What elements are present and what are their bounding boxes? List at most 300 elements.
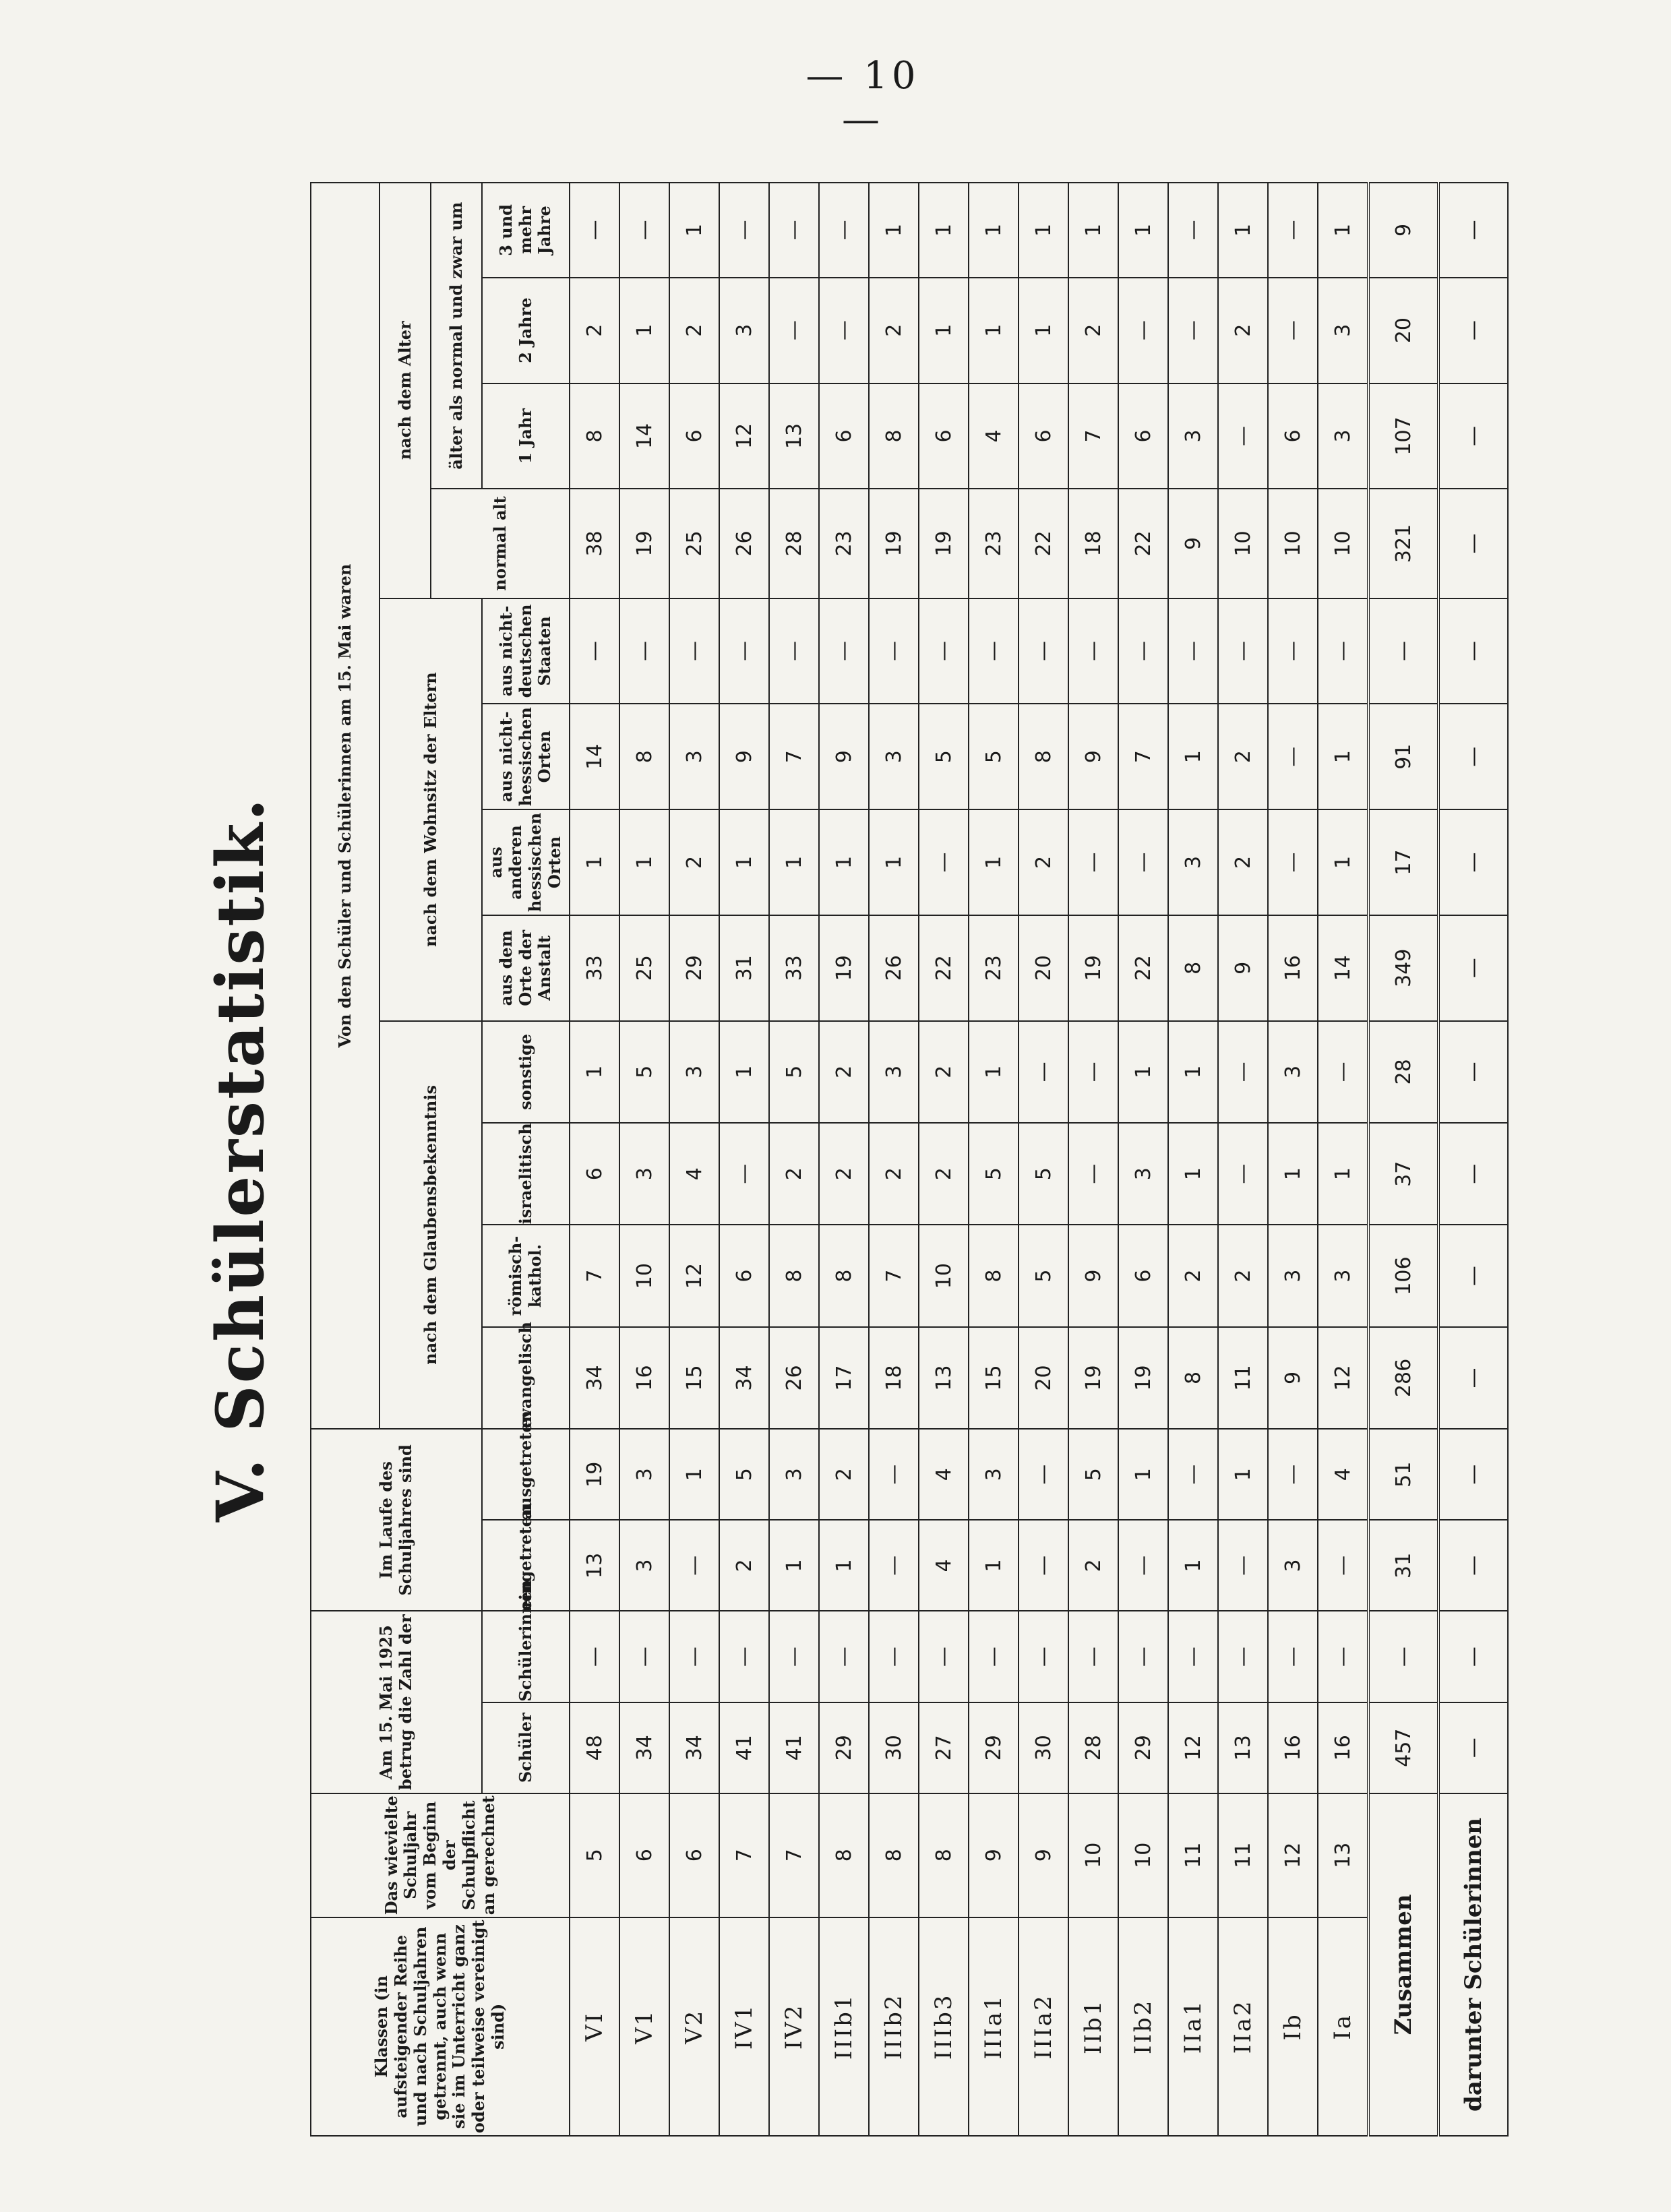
- cell-ev: 19: [1068, 1327, 1118, 1429]
- cell-schuljahr: 9: [1019, 1793, 1068, 1917]
- cell-kath: 8: [769, 1225, 819, 1326]
- cell-j3: —: [819, 183, 869, 278]
- cell-schuelerinnen: —: [1218, 1611, 1268, 1702]
- cell-j3: —: [1268, 183, 1318, 278]
- cell-aus: 2: [819, 1429, 869, 1520]
- cell-isr: —: [719, 1123, 769, 1225]
- cell-hess: 1: [869, 809, 919, 915]
- cell-schuelerinnen: —: [1019, 1611, 1068, 1702]
- cell-ev: 9: [1268, 1327, 1318, 1429]
- cell-j3: —: [570, 183, 619, 278]
- cell-ndeut: —: [719, 598, 769, 704]
- cell-schuljahr: 9: [969, 1793, 1019, 1917]
- cell-kath: 6: [1118, 1225, 1168, 1326]
- cell-ndeut: —: [1318, 598, 1368, 704]
- cell-schueler: 29: [819, 1702, 869, 1793]
- cell-nhess: 7: [1118, 704, 1168, 809]
- table-totals: [1368, 183, 1508, 2136]
- cell-klasse: IIa1: [1168, 1917, 1218, 2136]
- cell-ein: 3: [619, 1520, 669, 1611]
- cell-j3: —: [719, 183, 769, 278]
- cell-isr: 1: [1168, 1123, 1218, 1225]
- cell-isr: 2: [819, 1123, 869, 1225]
- cell-j1: 6: [1118, 383, 1168, 489]
- cell-schuelerinnen: —: [1268, 1611, 1318, 1702]
- cell-ndeut: —: [619, 598, 669, 704]
- cell-total-nhess: —: [1438, 704, 1508, 809]
- cell-ort: 22: [1118, 915, 1168, 1021]
- header-klassen: Klassen (in aufsteigender Reihe und nach Schuljahren getrennt, auch wenn sie im Unterricht ganz oder teilweise vereinigt sind): [311, 1917, 570, 2136]
- cell-ev: 11: [1218, 1327, 1268, 1429]
- cell-ev: 26: [769, 1327, 819, 1429]
- cell-kath: 3: [1318, 1225, 1368, 1326]
- table-row: [919, 183, 969, 2136]
- header-2-jahre: 2 Jahre: [482, 278, 570, 383]
- cell-aus: 19: [570, 1429, 619, 1520]
- cell-ev: 16: [619, 1327, 669, 1429]
- cell-j2: 1: [969, 278, 1019, 383]
- cell-ort: 22: [919, 915, 969, 1021]
- cell-j1: 4: [969, 383, 1019, 489]
- cell-total-j1: 107: [1368, 383, 1438, 489]
- cell-sonst: —: [1218, 1021, 1268, 1123]
- cell-sonst: —: [1068, 1021, 1118, 1123]
- header-hessisch: aus anderen hessischen Orten: [482, 809, 570, 915]
- cell-ndeut: —: [1168, 598, 1218, 704]
- cell-normal: 18: [1068, 489, 1118, 598]
- cell-nhess: 9: [1068, 704, 1118, 809]
- header-katholisch: römisch-kathol.: [482, 1225, 570, 1326]
- cell-schuljahr: 13: [1318, 1793, 1368, 1917]
- cell-kath: 7: [869, 1225, 919, 1326]
- cell-sonst: 3: [869, 1021, 919, 1123]
- header-ort: aus dem Orte der Anstalt: [482, 915, 570, 1021]
- header-ausgetreten: ausgetreten: [482, 1429, 570, 1520]
- cell-hess: 1: [1318, 809, 1368, 915]
- cell-normal: 10: [1218, 489, 1268, 598]
- cell-aus: 1: [1218, 1429, 1268, 1520]
- cell-ein: 1: [969, 1520, 1019, 1611]
- cell-total-ein: 31: [1368, 1520, 1438, 1611]
- header-1-jahr: 1 Jahr: [482, 383, 570, 489]
- cell-j3: 1: [1068, 183, 1118, 278]
- cell-sonst: 5: [619, 1021, 669, 1123]
- cell-sonst: 1: [719, 1021, 769, 1123]
- cell-schueler: 12: [1168, 1702, 1218, 1793]
- cell-j1: 3: [1168, 383, 1218, 489]
- cell-j2: —: [769, 278, 819, 383]
- cell-kath: 7: [570, 1225, 619, 1326]
- header-glauben-group: nach dem Glaubensbekenntnis: [379, 1021, 482, 1430]
- cell-kath: 8: [969, 1225, 1019, 1326]
- cell-j2: 3: [1318, 278, 1368, 383]
- cell-normal: 38: [570, 489, 619, 598]
- header-3-jahre: 3 und mehr Jahre: [482, 183, 570, 278]
- cell-total-j3: —: [1438, 183, 1508, 278]
- cell-nhess: 7: [769, 704, 819, 809]
- cell-klasse: V1: [619, 1917, 669, 2136]
- cell-total-j2: —: [1438, 278, 1508, 383]
- table-body: [570, 183, 1368, 2136]
- cell-total-j3: 9: [1368, 183, 1438, 278]
- cell-normal: 19: [869, 489, 919, 598]
- cell-sonst: 1: [969, 1021, 1019, 1123]
- cell-nhess: 3: [869, 704, 919, 809]
- cell-j2: —: [1168, 278, 1218, 383]
- cell-total-ev: —: [1438, 1327, 1508, 1429]
- cell-j2: —: [819, 278, 869, 383]
- cell-nhess: —: [1268, 704, 1318, 809]
- cell-ort: 25: [619, 915, 669, 1021]
- cell-kath: 2: [1168, 1225, 1218, 1326]
- cell-schuelerinnen: —: [969, 1611, 1019, 1702]
- cell-nhess: 9: [819, 704, 869, 809]
- cell-normal: 19: [619, 489, 669, 598]
- cell-aus: —: [1019, 1429, 1068, 1520]
- cell-ev: 13: [919, 1327, 969, 1429]
- cell-schuelerinnen: —: [619, 1611, 669, 1702]
- cell-aus: 1: [1118, 1429, 1168, 1520]
- cell-nhess: 5: [919, 704, 969, 809]
- cell-isr: —: [1068, 1123, 1118, 1225]
- header-sonstige: sonstige: [482, 1021, 570, 1123]
- cell-ein: 1: [819, 1520, 869, 1611]
- table-row: [669, 183, 719, 2136]
- cell-j1: 3: [1318, 383, 1368, 489]
- cell-j3: 1: [1118, 183, 1168, 278]
- cell-j2: 2: [1068, 278, 1118, 383]
- cell-ndeut: —: [669, 598, 719, 704]
- cell-schueler: 30: [1019, 1702, 1068, 1793]
- cell-hess: 2: [669, 809, 719, 915]
- cell-ndeut: —: [769, 598, 819, 704]
- cell-hess: 3: [1168, 809, 1218, 915]
- cell-ein: 1: [1168, 1520, 1218, 1611]
- cell-sonst: 1: [570, 1021, 619, 1123]
- cell-ev: 34: [719, 1327, 769, 1429]
- cell-hess: —: [1068, 809, 1118, 915]
- cell-j2: 1: [919, 278, 969, 383]
- cell-ndeut: —: [1268, 598, 1318, 704]
- cell-j3: 1: [669, 183, 719, 278]
- cell-ein: —: [1218, 1520, 1268, 1611]
- cell-total-sonst: 28: [1368, 1021, 1438, 1123]
- cell-nhess: 3: [669, 704, 719, 809]
- cell-schueler: 29: [1118, 1702, 1168, 1793]
- cell-normal: 22: [1019, 489, 1068, 598]
- header-zahl-group: Am 15. Mai 1925 betrug die Zahl der: [311, 1611, 482, 1793]
- cell-kath: 10: [619, 1225, 669, 1326]
- cell-ort: 33: [769, 915, 819, 1021]
- cell-j2: 2: [570, 278, 619, 383]
- cell-ort: 33: [570, 915, 619, 1021]
- cell-schuljahr: 7: [769, 1793, 819, 1917]
- cell-klasse: V2: [669, 1917, 719, 2136]
- cell-sonst: 2: [919, 1021, 969, 1123]
- header-evangelisch: evangelisch: [482, 1327, 570, 1429]
- cell-aus: 3: [969, 1429, 1019, 1520]
- cell-klasse: IIIa2: [1019, 1917, 1068, 2136]
- cell-isr: 2: [919, 1123, 969, 1225]
- cell-j3: 1: [969, 183, 1019, 278]
- cell-j1: 6: [1268, 383, 1318, 489]
- cell-isr: 5: [1019, 1123, 1068, 1225]
- cell-normal: 10: [1318, 489, 1368, 598]
- cell-ein: 13: [570, 1520, 619, 1611]
- cell-j1: 13: [769, 383, 819, 489]
- cell-total-schueler: —: [1438, 1702, 1508, 1793]
- cell-j3: —: [769, 183, 819, 278]
- cell-j1: 8: [570, 383, 619, 489]
- cell-ev: 15: [669, 1327, 719, 1429]
- cell-total-hess: —: [1438, 809, 1508, 915]
- table-row: [1168, 183, 1218, 2136]
- cell-total-aus: —: [1438, 1429, 1508, 1520]
- cell-ort: 29: [669, 915, 719, 1021]
- cell-isr: 3: [619, 1123, 669, 1225]
- cell-schuljahr: 11: [1218, 1793, 1268, 1917]
- cell-aus: —: [869, 1429, 919, 1520]
- cell-total-ndeut: —: [1368, 598, 1438, 704]
- header-normal: normal alt: [431, 489, 570, 598]
- cell-j2: 2: [669, 278, 719, 383]
- cell-total-kath: —: [1438, 1225, 1508, 1326]
- table-row: [869, 183, 919, 2136]
- total-row: [1438, 183, 1508, 2136]
- cell-ev: 17: [819, 1327, 869, 1429]
- cell-ort: 20: [1019, 915, 1068, 1021]
- cell-sonst: —: [1019, 1021, 1068, 1123]
- cell-isr: —: [1218, 1123, 1268, 1225]
- cell-total-j1: —: [1438, 383, 1508, 489]
- cell-isr: 1: [1268, 1123, 1318, 1225]
- cell-schueler: 29: [969, 1702, 1019, 1793]
- cell-schuljahr: 11: [1168, 1793, 1218, 1917]
- cell-schuelerinnen: —: [1318, 1611, 1368, 1702]
- cell-schuelerinnen: —: [719, 1611, 769, 1702]
- cell-ndeut: —: [819, 598, 869, 704]
- cell-j3: 1: [869, 183, 919, 278]
- cell-schuljahr: 7: [719, 1793, 769, 1917]
- header-alter-group: nach dem Alter: [379, 183, 431, 598]
- cell-j2: 2: [869, 278, 919, 383]
- table-row: [1068, 183, 1118, 2136]
- cell-schuelerinnen: —: [1068, 1611, 1118, 1702]
- cell-ein: —: [669, 1520, 719, 1611]
- cell-ort: 26: [869, 915, 919, 1021]
- cell-j3: 1: [1218, 183, 1268, 278]
- cell-aus: 3: [619, 1429, 669, 1520]
- cell-ndeut: —: [919, 598, 969, 704]
- cell-ort: 16: [1268, 915, 1318, 1021]
- cell-j1: 8: [869, 383, 919, 489]
- cell-ev: 20: [1019, 1327, 1068, 1429]
- cell-ort: 8: [1168, 915, 1218, 1021]
- cell-klasse: IIb1: [1068, 1917, 1118, 2136]
- header-aelter-group: älter als normal und zwar um: [431, 183, 482, 489]
- header-super: Von den Schüler und Schülerinnen am 15. Mai waren: [311, 183, 379, 1429]
- cell-klasse: IIIb3: [919, 1917, 969, 2136]
- cell-klasse: Ib: [1268, 1917, 1318, 2136]
- cell-isr: 4: [669, 1123, 719, 1225]
- cell-ev: 8: [1168, 1327, 1218, 1429]
- table-header: [311, 183, 570, 2136]
- cell-schuljahr: 10: [1068, 1793, 1118, 1917]
- table-row: [719, 183, 769, 2136]
- cell-ev: 19: [1118, 1327, 1168, 1429]
- cell-total-aus: 51: [1368, 1429, 1438, 1520]
- cell-ndeut: —: [969, 598, 1019, 704]
- cell-kath: 12: [669, 1225, 719, 1326]
- cell-ort: 14: [1318, 915, 1368, 1021]
- table-row: [1118, 183, 1168, 2136]
- cell-hess: 2: [1019, 809, 1068, 915]
- cell-total-ndeut: —: [1438, 598, 1508, 704]
- cell-normal: 23: [819, 489, 869, 598]
- cell-total-ort: —: [1438, 915, 1508, 1021]
- cell-schuljahr: 12: [1268, 1793, 1318, 1917]
- cell-j1: 6: [1019, 383, 1068, 489]
- cell-sonst: 3: [669, 1021, 719, 1123]
- total-row: [1368, 183, 1438, 2136]
- cell-schuljahr: 6: [619, 1793, 669, 1917]
- cell-ein: —: [1318, 1520, 1368, 1611]
- cell-schuelerinnen: —: [769, 1611, 819, 1702]
- cell-isr: 2: [769, 1123, 819, 1225]
- cell-normal: 19: [919, 489, 969, 598]
- cell-normal: 23: [969, 489, 1019, 598]
- cell-sonst: 3: [1268, 1021, 1318, 1123]
- table-row: [1019, 183, 1068, 2136]
- header-nichtdeutsch: aus nicht-deutschen Staaten: [482, 598, 570, 704]
- cell-total-nhess: 91: [1368, 704, 1438, 809]
- cell-total-ein: —: [1438, 1520, 1508, 1611]
- table-row: [1318, 183, 1368, 2136]
- cell-normal: 22: [1118, 489, 1168, 598]
- table-row: [769, 183, 819, 2136]
- cell-klasse: IIIa1: [969, 1917, 1019, 2136]
- cell-normal: 9: [1168, 489, 1218, 598]
- cell-schuelerinnen: —: [819, 1611, 869, 1702]
- cell-hess: 1: [619, 809, 669, 915]
- cell-j3: —: [1168, 183, 1218, 278]
- cell-aus: 3: [769, 1429, 819, 1520]
- cell-schuelerinnen: —: [669, 1611, 719, 1702]
- cell-schuelerinnen: —: [1168, 1611, 1218, 1702]
- rotated-document: [202, 182, 1487, 2137]
- cell-kath: 3: [1268, 1225, 1318, 1326]
- cell-isr: 2: [869, 1123, 919, 1225]
- cell-hess: 1: [719, 809, 769, 915]
- cell-klasse: IIIb2: [869, 1917, 919, 2136]
- cell-schueler: 13: [1218, 1702, 1268, 1793]
- cell-hess: 1: [769, 809, 819, 915]
- header-nichthessisch: aus nicht-hessischen Orten: [482, 704, 570, 809]
- cell-j3: 1: [1318, 183, 1368, 278]
- cell-ort: 19: [1068, 915, 1118, 1021]
- cell-klasse: VI: [570, 1917, 619, 2136]
- cell-kath: 2: [1218, 1225, 1268, 1326]
- cell-nhess: 14: [570, 704, 619, 809]
- cell-isr: 1: [1318, 1123, 1368, 1225]
- cell-j1: 14: [619, 383, 669, 489]
- cell-kath: 10: [919, 1225, 969, 1326]
- cell-schuljahr: 5: [570, 1793, 619, 1917]
- cell-nhess: 1: [1168, 704, 1218, 809]
- cell-total-kath: 106: [1368, 1225, 1438, 1326]
- cell-schuelerinnen: —: [919, 1611, 969, 1702]
- cell-schueler: 30: [869, 1702, 919, 1793]
- cell-j3: 1: [919, 183, 969, 278]
- cell-hess: —: [919, 809, 969, 915]
- cell-klasse: IV2: [769, 1917, 819, 2136]
- cell-ein: —: [1118, 1520, 1168, 1611]
- cell-ndeut: —: [869, 598, 919, 704]
- cell-nhess: 5: [969, 704, 1019, 809]
- cell-total-j2: 20: [1368, 278, 1438, 383]
- cell-aus: 4: [1318, 1429, 1368, 1520]
- cell-schuljahr: 8: [919, 1793, 969, 1917]
- cell-nhess: 8: [1019, 704, 1068, 809]
- cell-hess: 2: [1218, 809, 1268, 915]
- cell-j1: 7: [1068, 383, 1118, 489]
- header-schueler: Schüler: [482, 1702, 570, 1793]
- header-schuljahr: Das wievielte Schuljahr vom Beginn der Schulpflicht an gerechnet: [311, 1793, 570, 1917]
- cell-normal: 25: [669, 489, 719, 598]
- cell-schueler: 27: [919, 1702, 969, 1793]
- cell-isr: 6: [570, 1123, 619, 1225]
- cell-j2: —: [1118, 278, 1168, 383]
- cell-schuljahr: 8: [869, 1793, 919, 1917]
- table-row: [619, 183, 669, 2136]
- cell-kath: 6: [719, 1225, 769, 1326]
- student-statistics-table: [310, 182, 1509, 2137]
- cell-aus: 1: [669, 1429, 719, 1520]
- cell-total-ev: 286: [1368, 1327, 1438, 1429]
- cell-aus: 5: [719, 1429, 769, 1520]
- cell-j1: 6: [819, 383, 869, 489]
- cell-ort: 23: [969, 915, 1019, 1021]
- cell-ort: 19: [819, 915, 869, 1021]
- cell-total-schuelerinnen: —: [1438, 1611, 1508, 1702]
- cell-j1: 6: [919, 383, 969, 489]
- cell-schuljahr: 10: [1118, 1793, 1168, 1917]
- cell-total-ort: 349: [1368, 915, 1438, 1021]
- cell-nhess: 9: [719, 704, 769, 809]
- cell-j2: 2: [1218, 278, 1268, 383]
- cell-sonst: 1: [1168, 1021, 1218, 1123]
- cell-schueler: 41: [719, 1702, 769, 1793]
- cell-total-schuelerinnen: —: [1368, 1611, 1438, 1702]
- cell-schuljahr: 6: [669, 1793, 719, 1917]
- cell-klasse: IIa2: [1218, 1917, 1268, 2136]
- cell-j2: 3: [719, 278, 769, 383]
- cell-j1: 12: [719, 383, 769, 489]
- cell-klasse: IV1: [719, 1917, 769, 2136]
- header-schuelerinnen: Schülerinnen: [482, 1611, 570, 1702]
- cell-schueler: 34: [619, 1702, 669, 1793]
- cell-total-normal: —: [1438, 489, 1508, 598]
- table-row: [1268, 183, 1318, 2136]
- cell-hess: 1: [819, 809, 869, 915]
- cell-nhess: 2: [1218, 704, 1268, 809]
- cell-klasse: IIb2: [1118, 1917, 1168, 2136]
- cell-sonst: 5: [769, 1021, 819, 1123]
- cell-j2: —: [1268, 278, 1318, 383]
- cell-hess: 1: [969, 809, 1019, 915]
- cell-klasse: Ia: [1318, 1917, 1368, 2136]
- cell-ndeut: —: [1019, 598, 1068, 704]
